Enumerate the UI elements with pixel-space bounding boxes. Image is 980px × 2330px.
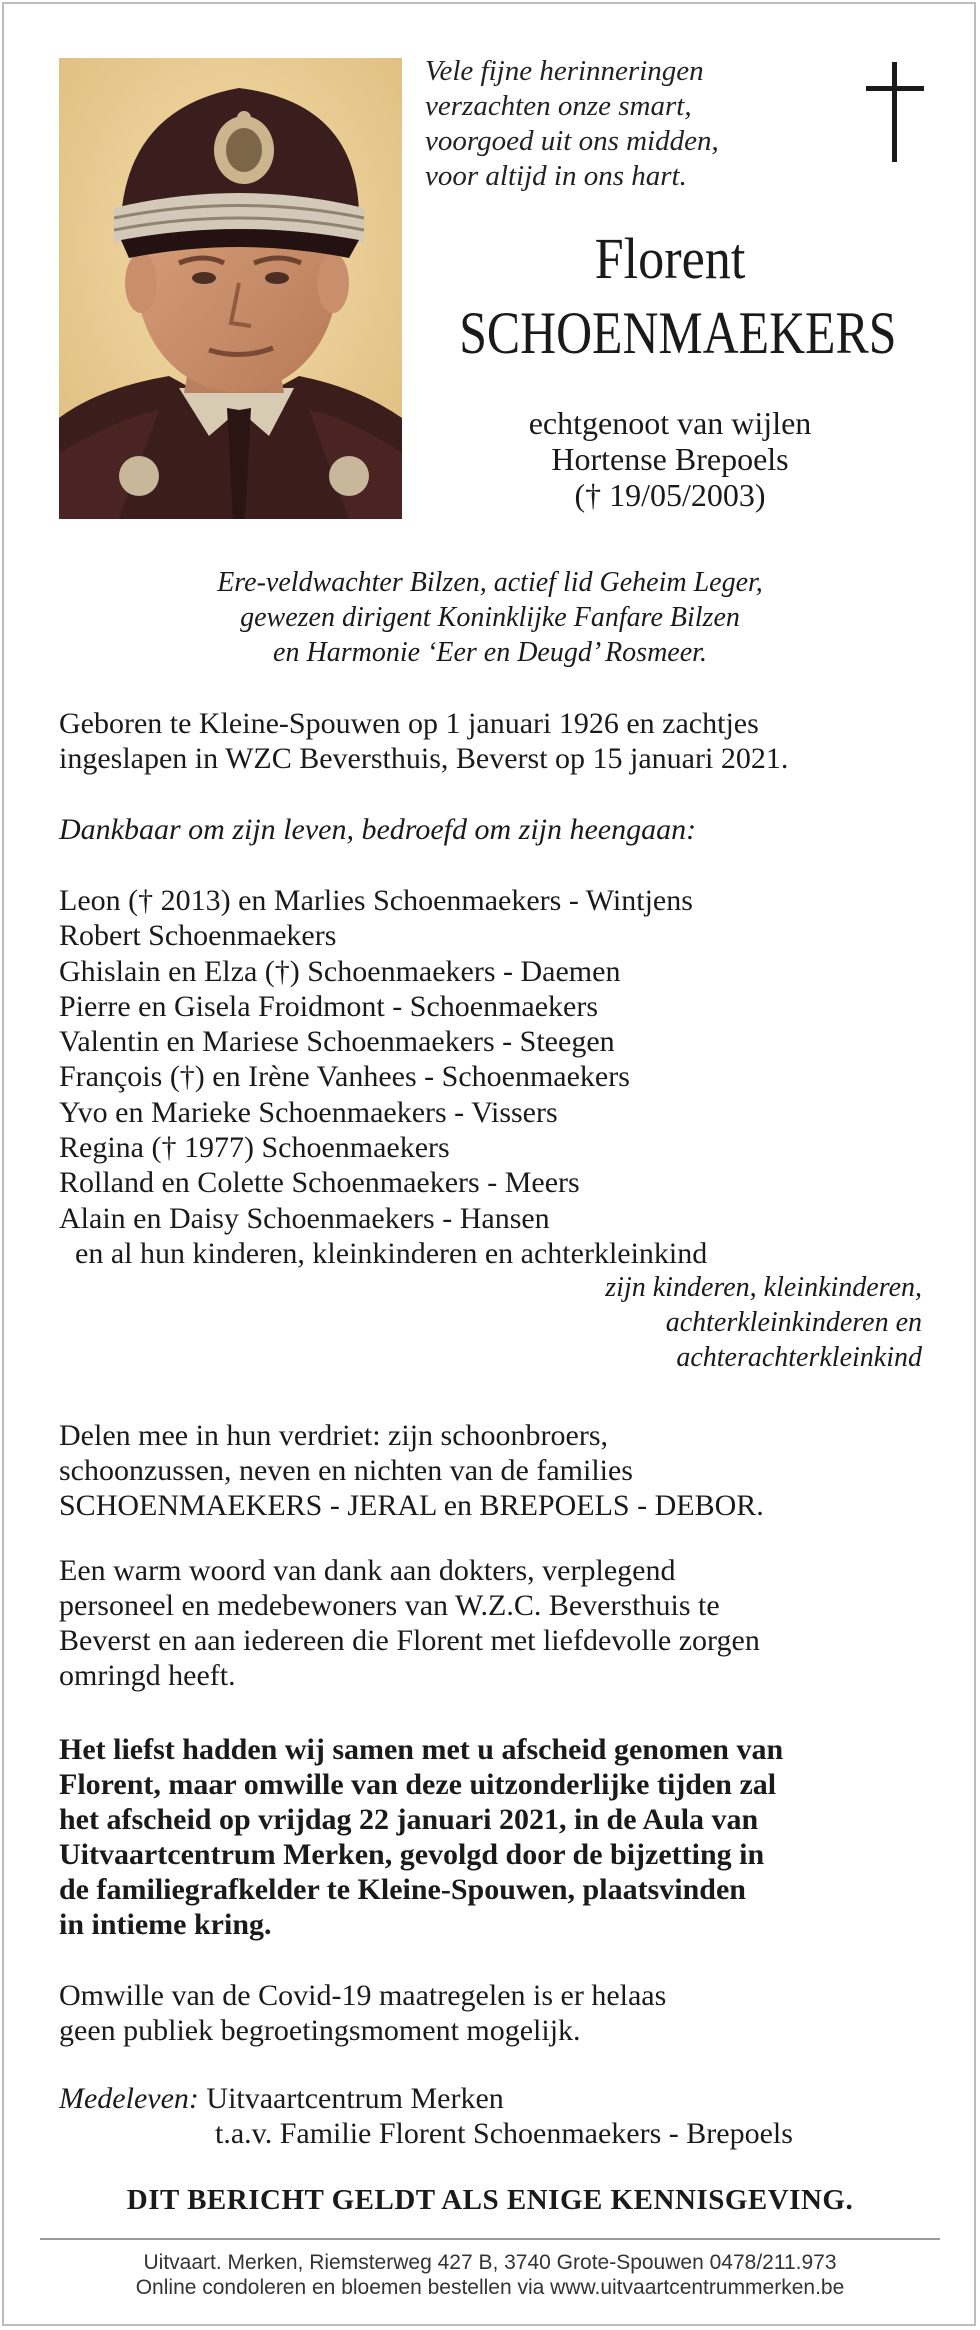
thanks-line: Een warm woord van dank aan dokters, verplegend — [59, 1554, 676, 1587]
covid-line: Omwille van de Covid-19 maatregelen is er helaas — [59, 1979, 667, 2012]
signoff-line: achterachterkleinkind — [676, 1342, 922, 1373]
cross-icon — [866, 62, 924, 162]
condolences-attention: t.a.v. Familie Florent Schoenmaekers - Brepoels — [215, 2117, 793, 2150]
farewell-line: in intieme kring. — [59, 1908, 272, 1941]
farewell-line: de familiegrafkelder te Kleine-Spouwen, plaatsvinden — [59, 1873, 746, 1906]
birth-line: Geboren te Kleine-Spouwen op 1 januari 1926 en zachtjes — [59, 707, 759, 740]
birth-line: ingeslapen in WZC Beversthuis, Beverst op 15 januari 2021. — [59, 742, 789, 775]
family-member: Yvo en Marieke Schoenmaekers - Vissers — [59, 1095, 558, 1129]
farewell-line: Het liefst hadden wij samen met u afscheid genomen van — [59, 1733, 784, 1766]
footer-address: Uitvaart. Merken, Riemsterweg 427 B, 3740 Grote-Spouwen 0478/211.973 — [143, 2251, 837, 2274]
condolences-recipient: Uitvaartcentrum Merken — [206, 2082, 504, 2115]
deceased-last-name: SCHOENMAEKERS — [459, 300, 897, 366]
covid-paragraph — [59, 1978, 939, 2048]
birth-death-paragraph — [59, 706, 939, 776]
family-member: Ghislain en Elza (†) Schoenmaekers - Daemen — [59, 954, 621, 988]
spouse-death-date: († 19/05/2003) — [574, 477, 766, 513]
thanks-paragraph — [59, 1553, 939, 1693]
condolences-label: Medeleven: — [59, 2082, 199, 2115]
farewell-line: het afscheid op vrijdag 22 januari 2021, in de Aula van — [59, 1803, 759, 1836]
relation-signoff — [400, 1270, 922, 1375]
family-member: Rolland en Colette Schoenmaekers - Meers — [59, 1166, 580, 1200]
poem-line: verzachten onze smart, — [425, 90, 692, 122]
family-member: François (†) en Irène Vanhees - Schoenmaekers — [59, 1060, 630, 1094]
thanks-line: personeel en medebewoners van W.Z.C. Beversthuis te — [59, 1589, 720, 1622]
family-extra: en al hun kinderen, kleinkinderen en achterkleinkind — [75, 1236, 708, 1270]
signoff-line: achterkleinkinderen en — [665, 1307, 922, 1338]
poem-line: voor altijd in ons hart. — [425, 160, 687, 192]
spouse-info — [425, 405, 915, 513]
spouse-line: echtgenoot van wijlen — [528, 405, 812, 441]
footer-divider — [40, 2238, 940, 2240]
grateful-line: Dankbaar om zijn leven, bedroefd om zijn heengaan: — [59, 813, 697, 846]
signoff-line: zijn kinderen, kleinkinderen, — [605, 1272, 922, 1303]
family-member: Robert Schoenmaekers — [59, 919, 337, 953]
thanks-line: omringd heeft. — [59, 1659, 236, 1692]
spouse-name: Hortense Brepoels — [551, 441, 789, 477]
notice-heading: DIT BERICHT GELDT ALS ENIGE KENNISGEVING. — [126, 2184, 854, 2216]
sharing-line: schoonzussen, neven en nichten van de families — [59, 1454, 633, 1487]
farewell-paragraph — [59, 1732, 939, 1942]
portrait-photo — [59, 58, 402, 519]
condolences-block — [59, 2081, 939, 2151]
footer-website: Online condoleren en bloemen bestellen via www.uitvaartcentrummerken.be — [135, 2276, 845, 2299]
family-member: Pierre en Gisela Froidmont - Schoenmaekers — [59, 989, 599, 1023]
poem-line: Vele fijne herinneringen — [425, 55, 704, 87]
sharing-paragraph — [59, 1418, 939, 1523]
sharing-line: Delen mee in hun verdriet: zijn schoonbroers, — [59, 1419, 608, 1452]
poem — [425, 54, 825, 194]
family-member: Regina († 1977) Schoenmaekers — [59, 1131, 450, 1165]
deceased-first-name: Florent — [594, 226, 746, 291]
family-list — [59, 883, 939, 1271]
family-member: Leon († 2013) en Marlies Schoenmaekers - Wintjens — [59, 884, 693, 917]
thanks-line: Beverst en aan iedereen die Florent met liefdevolle zorgen — [59, 1624, 760, 1657]
farewell-line: Florent, maar omwille van deze uitzonderlijke tijden zal — [59, 1768, 777, 1801]
covid-line: geen publiek begroetingsmoment mogelijk. — [59, 2014, 581, 2047]
farewell-line: Uitvaartcentrum Merken, gevolgd door de bijzetting in — [59, 1838, 765, 1871]
sharing-line: SCHOENMAEKERS - JERAL en BREPOELS - DEBOR. — [59, 1489, 764, 1522]
footer — [0, 2250, 980, 2300]
honorary-titles — [60, 565, 920, 670]
title-line: gewezen dirigent Koninklijke Fanfare Bilzen — [240, 602, 740, 633]
family-member: Alain en Daisy Schoenmaekers - Hansen — [59, 1201, 550, 1235]
poem-line: voorgoed uit ons midden, — [425, 125, 719, 157]
family-member: Valentin en Mariese Schoenmaekers - Steegen — [59, 1025, 615, 1059]
portrait-illustration — [59, 58, 402, 519]
title-line: en Harmonie ‘Eer en Deugd’ Rosmeer. — [273, 637, 707, 668]
title-line: Ere-veldwachter Bilzen, actief lid Geheim Leger, — [217, 567, 763, 598]
